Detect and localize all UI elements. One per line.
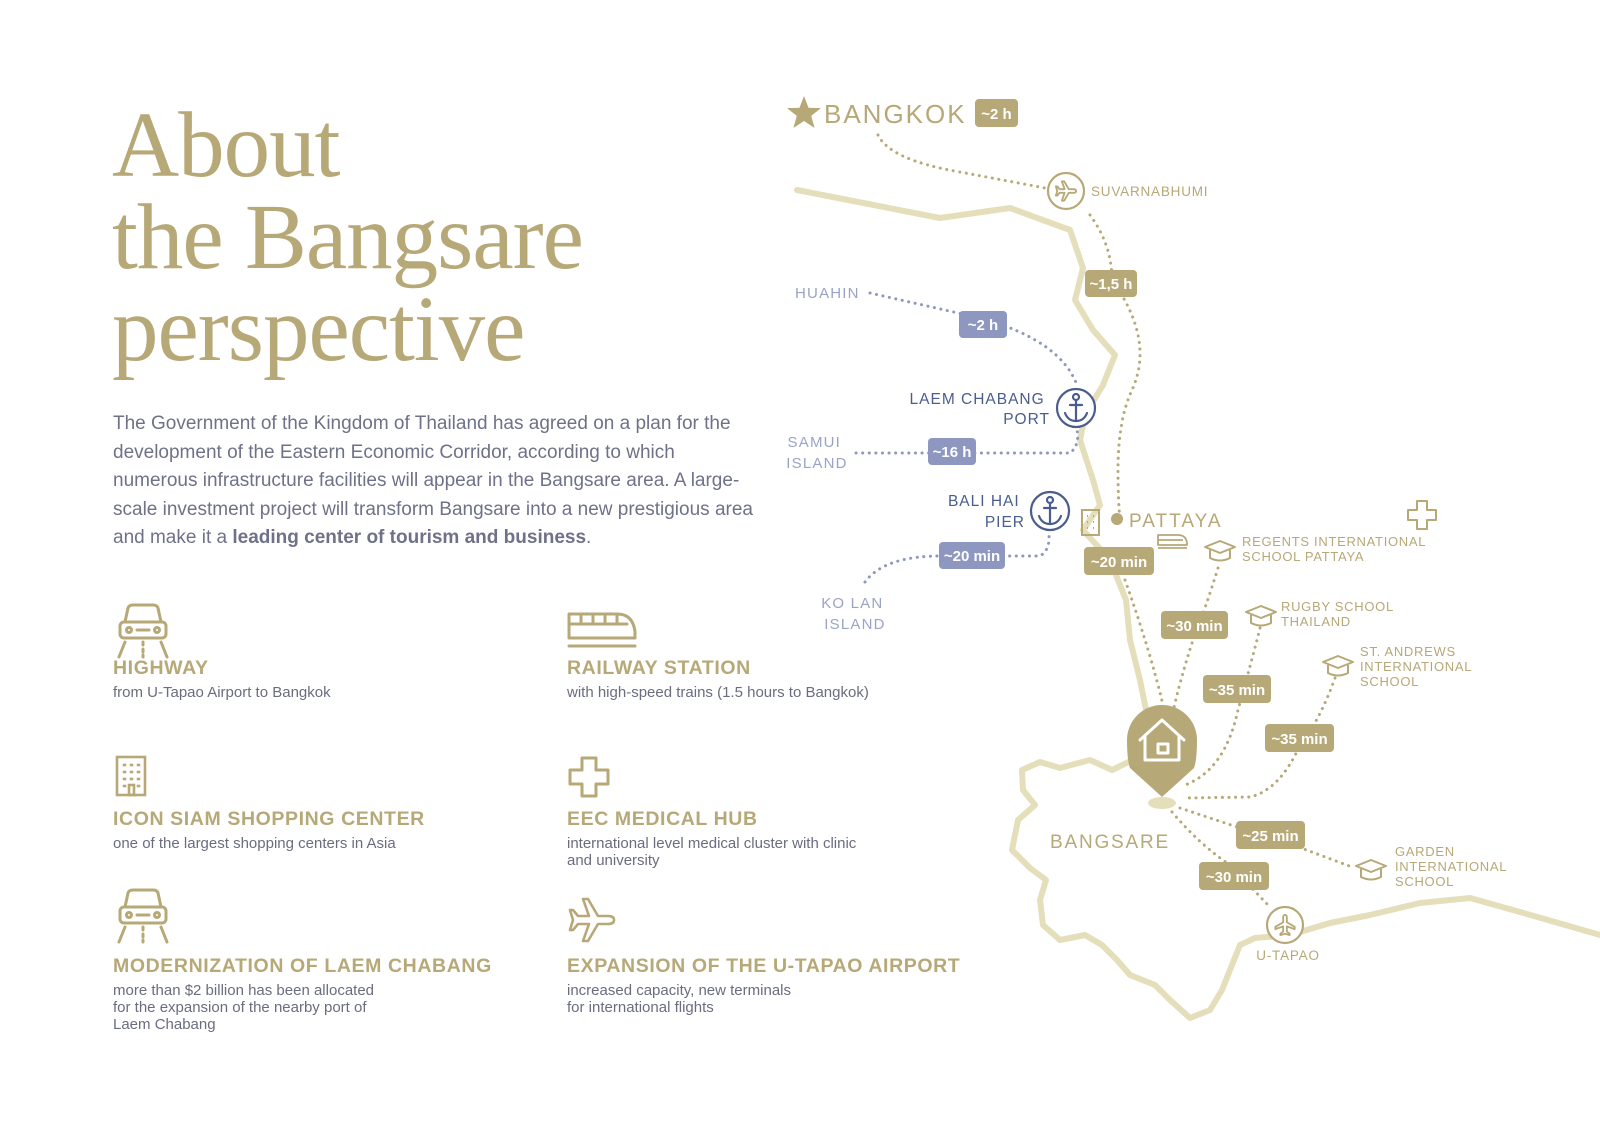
laem-chabang-label bbox=[910, 391, 1050, 428]
feature-text: international level medical cluster with clinic and university bbox=[567, 835, 857, 869]
train-icon bbox=[1158, 535, 1187, 548]
feature-title: ICON SIAM SHOPPING CENTER bbox=[113, 808, 425, 830]
feature-text: one of the largest shopping centers in Asia bbox=[113, 835, 396, 852]
samui-label bbox=[786, 434, 847, 472]
u-tapao-marker bbox=[1267, 907, 1303, 943]
laem-chabang-label-line: PORT bbox=[1003, 411, 1050, 428]
st-andrews-label-line: INTERNATIONAL bbox=[1360, 659, 1472, 674]
garden-label bbox=[1395, 844, 1511, 889]
feature-text: with high-speed trains (1.5 hours to Bangkok) bbox=[567, 684, 869, 701]
ko-lan-time: ~20 min bbox=[943, 548, 1001, 565]
pattaya-time: ~20 min bbox=[1090, 554, 1148, 571]
feature-title: HIGHWAY bbox=[113, 657, 209, 679]
graduation-cap-icon bbox=[1356, 860, 1386, 880]
rugby-time: ~35 min bbox=[1208, 682, 1266, 699]
coastline bbox=[797, 190, 1600, 1018]
route-huahin bbox=[870, 293, 1077, 385]
bali-hai-label-line: BALI HAI bbox=[947, 493, 1020, 510]
suvarnabhumi-time: ~1,5 h bbox=[1089, 276, 1133, 293]
feature-title: MODERNIZATION OF LAEM CHABANG bbox=[113, 955, 492, 977]
rugby-label-line: RUGBY SCHOOL bbox=[1281, 599, 1394, 614]
st-andrews-label-line: ST. ANDREWS bbox=[1360, 644, 1456, 659]
intro-text: The Government of the Kingdom of Thailand has agreed on a plan for the development of the Eastern Economic Corridor, according to which numerous infrastructure facilities will appear in the Bangsare area. A large-scale investment project will transform Bangsare into a new prestigious area and make it a bbox=[113, 413, 753, 548]
huahin-time: ~2 h bbox=[967, 317, 999, 334]
graduation-cap-icon bbox=[1205, 541, 1235, 561]
u-tapao-time: ~30 min bbox=[1205, 869, 1263, 886]
rugby-label-line: THAILAND bbox=[1281, 614, 1351, 629]
route-suvarnabhumi-pattaya bbox=[1090, 215, 1140, 520]
bali-hai-label-line: PIER bbox=[984, 514, 1025, 531]
feature-title: EXPANSION OF THE U-TAPAO AIRPORT bbox=[567, 955, 961, 977]
intro-end: . bbox=[586, 527, 592, 548]
graduation-cap-icon bbox=[1246, 606, 1276, 626]
feature-text: increased capacity, new terminals for international flights bbox=[567, 982, 791, 1016]
star-icon bbox=[787, 96, 821, 128]
garden-label-line: INTERNATIONAL bbox=[1395, 859, 1507, 874]
feature-text: more than $2 billion has been allocated for the expansion of the nearby port of Laem Chabang bbox=[113, 982, 375, 1033]
feature-title: RAILWAY STATION bbox=[567, 657, 751, 679]
bangsare-label: BANGSARE bbox=[1050, 832, 1170, 853]
intro-highlight: leading center of tourism and business bbox=[232, 527, 587, 548]
bangsare-pin-shadow bbox=[1148, 797, 1176, 809]
garden-time: ~25 min bbox=[1242, 828, 1299, 845]
suvarnabhumi-marker bbox=[1048, 173, 1084, 209]
regents-label-line: REGENTS INTERNATIONAL bbox=[1242, 534, 1426, 549]
garden-label-line: SCHOOL bbox=[1395, 874, 1455, 889]
feature-title: EEC MEDICAL HUB bbox=[567, 808, 758, 830]
pattaya-dot bbox=[1111, 513, 1123, 525]
title-line-3: perspective bbox=[112, 278, 525, 381]
title-line-1: About bbox=[112, 94, 340, 197]
route-bangkok-suvarnabhumi bbox=[878, 135, 1045, 188]
samui-label-line: ISLAND bbox=[786, 455, 848, 472]
feature-text: from U-Tapao Airport to Bangkok bbox=[113, 684, 331, 701]
st-andrews-label bbox=[1360, 644, 1476, 689]
bangkok-label: BANGKOK bbox=[824, 99, 967, 129]
graduation-cap-icon bbox=[1323, 656, 1353, 676]
regents-time: ~30 min bbox=[1166, 618, 1223, 635]
ko-lan-label-line: ISLAND bbox=[824, 616, 886, 633]
u-tapao-label: U-TAPAO bbox=[1256, 948, 1320, 963]
rugby-label bbox=[1281, 599, 1398, 629]
samui-time: ~16 h bbox=[932, 444, 972, 461]
bali-hai-label bbox=[948, 493, 1025, 531]
pattaya-label: PATTAYA bbox=[1129, 511, 1223, 532]
title-line-2: the Bangsare bbox=[112, 186, 583, 289]
garden-label-line: GARDEN bbox=[1395, 844, 1455, 859]
laem-chabang-label-line: LAEM CHABANG bbox=[909, 391, 1045, 408]
bangkok-time: ~2 h bbox=[981, 106, 1012, 123]
huahin-label: HUAHIN bbox=[795, 285, 860, 302]
ko-lan-label-line: KO LAN bbox=[821, 595, 884, 612]
regents-label-line: SCHOOL PATTAYA bbox=[1242, 549, 1365, 564]
ko-lan-label bbox=[821, 595, 889, 633]
suvarnabhumi-label: SUVARNABHUMI bbox=[1091, 184, 1209, 199]
route-rugby bbox=[1185, 628, 1260, 785]
medical-cross-icon bbox=[1408, 501, 1436, 529]
samui-label-line: SAMUI bbox=[787, 434, 842, 451]
regents-label bbox=[1242, 534, 1430, 564]
st-andrews-time: ~35 min bbox=[1271, 731, 1328, 748]
st-andrews-label-line: SCHOOL bbox=[1360, 674, 1420, 689]
